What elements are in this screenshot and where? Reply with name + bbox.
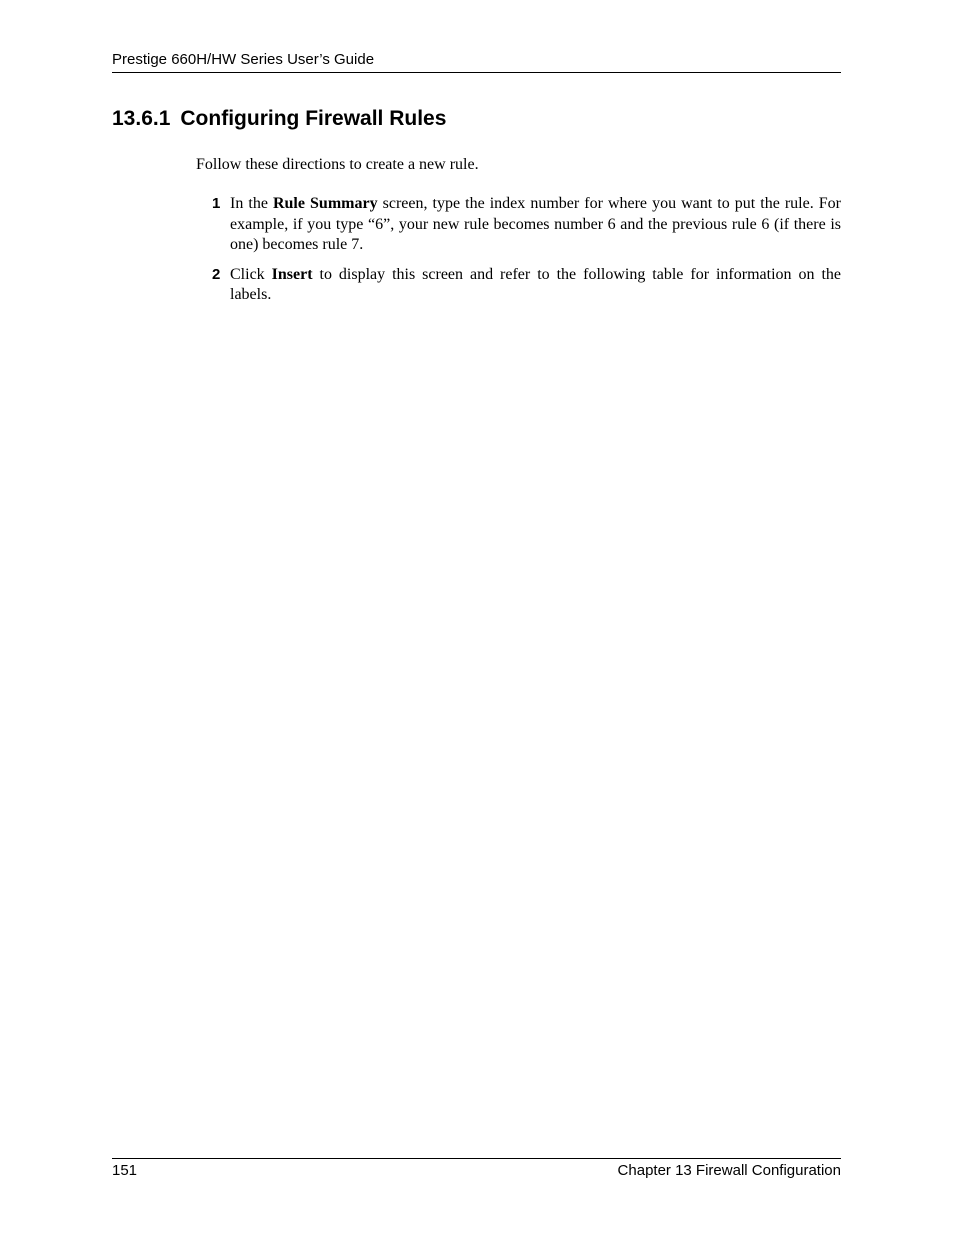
step-text-pre: In the (230, 195, 273, 212)
chapter-title: Chapter 13 Firewall Configuration (617, 1162, 841, 1179)
step-number: 1 (212, 195, 221, 212)
steps-list (196, 194, 841, 315)
step-text-bold: Insert (271, 265, 313, 283)
step-number: 2 (212, 265, 221, 283)
section-title: Configuring Firewall Rules (180, 107, 447, 130)
list-item (196, 194, 841, 256)
step-text-bold: Rule Summary (272, 195, 378, 212)
document-title: Prestige 660H/HW Series User’s Guide (112, 51, 375, 68)
list-item (196, 265, 841, 306)
step-text-post: to display this screen and refer to the following table for information on the labels. (230, 265, 841, 303)
page-header (112, 51, 841, 73)
page-footer (112, 1158, 841, 1179)
step-text-pre: Click (230, 265, 272, 283)
step-text-post: screen, type the index number for where you want to put the rule. For example, if you type “6”, your new rule becomes number 6 and the previous rule 6 (if there is one) becomes rule 7. (230, 195, 841, 253)
intro-paragraph: Follow these directions to create a new rule. (196, 156, 479, 173)
page-number: 151 (112, 1162, 138, 1179)
section-heading (112, 105, 446, 133)
section-number: 13.6.1 (112, 107, 171, 130)
